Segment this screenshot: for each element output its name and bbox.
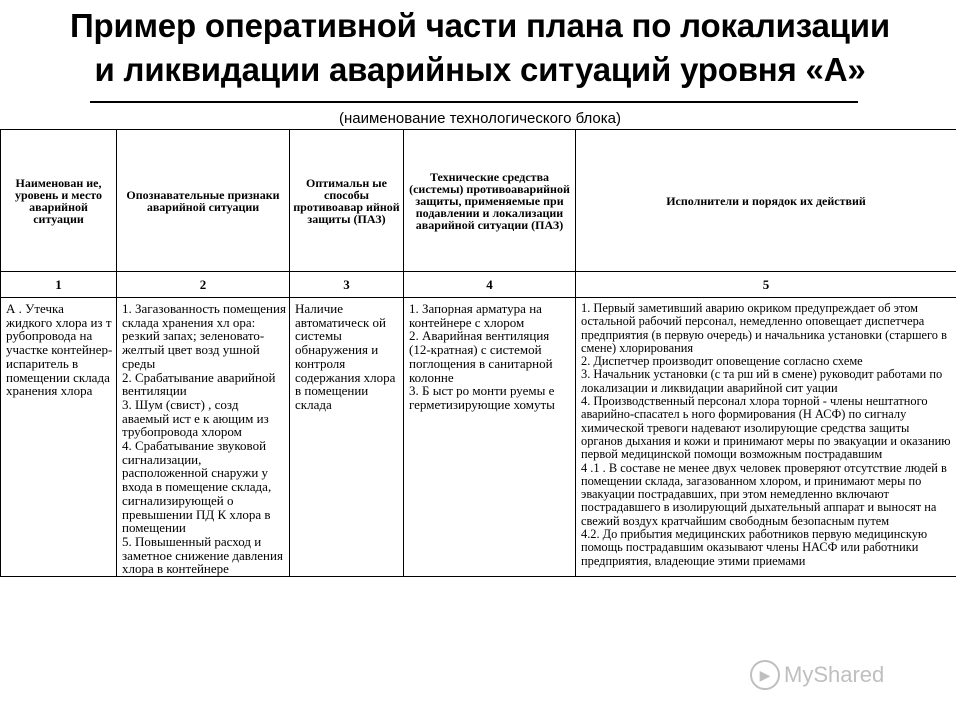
protection-methods-cell [290,298,404,577]
sign-item: 5. Повышенный расход и заметное снижение давления хлора в контейнере [122,533,283,577]
plan-table [0,129,956,577]
action-item: 4 .1 . В составе не менее двух человек проверяют отсутствие людей в помещении склада, загазованном хлором, и принимают меры по эвакуации пострадавших, при этом немедленно включают пострадавшего в изолирующий дыхательный аппарат и выносят на свежий воздух кратчайшим свободным безопасным путем [581,460,947,528]
title-line-2: и ликвидации аварийных ситуаций уровня «А» [94,51,866,88]
column-number: 3 [290,272,404,298]
header-cell-5: Исполнители и порядок их действий [576,130,957,272]
emergency-name-cell [1,298,117,577]
watermark-text: MyShared [784,662,885,687]
column-number: 4 [404,272,576,298]
block-name-caption: (наименование технологического блока) [338,110,621,127]
plan-table-container [0,129,956,720]
column-number: 2 [117,272,290,298]
action-item: 2. Диспетчер производит оповещение согласно схеме [581,354,863,369]
watermark-logo-icon: ▶ [750,660,780,690]
title-underline [90,101,858,103]
action-item: 4.2. До прибытия медицинских работников первую медицинскую помощь пострадавшим оказывают члены НАСФ или работники предприятия, владеющие этими приемами [581,527,928,568]
document-title [0,4,960,92]
column-number: 1 [1,272,117,298]
column-number: 5 [576,272,957,298]
header-cell-2: Опознавательные признаки аварийной ситуации [117,130,290,272]
sign-item: 2. Срабатывание аварийной вентиляции [122,369,276,399]
column-number-row [1,272,957,298]
protection-methods-text: Наличие автоматическ ой системы обнаружения и контроля содержания хлора в помещении склада [295,301,396,412]
watermark [750,660,884,690]
table-body-row [1,298,957,577]
sign-item: 4. Срабатывание звуковой сигнализации, расположенной снаружи у входа в помещение склада, сигнализирующей о превышении ПД К хлора в помещении [122,438,272,536]
action-item: 1. Первый заметивший аварию окриком предупреждает об этом остальной рабочий персонал, немедленно оповещает диспетчера предприятия (в первую очередь) и начальника установки (старшего в смене) хлорирования [581,301,947,355]
means-item: 2. Аварийная вентиляция (12-кратная) с системой поглощения в санитарной колонне [409,328,553,385]
header-cell-4: Технические средства (системы) противоаварийной защиты, применяемые при подавлении и локализации аварийной ситуации (ПАЗ) [404,130,576,272]
executors-actions-cell [576,298,957,577]
sign-item: 1. Загазованность помещения склада хранения хл ора: резкий запах; зеленовато-желтый цвет возд ушной среды [122,301,286,371]
table-header-row [1,130,957,272]
action-item: 3. Начальник установки (с та рш ий в смене) руководит работами по локализации и ликвидации аварийной сит уации [581,367,943,395]
technical-means-cell [404,298,576,577]
means-item: 3. Б ыст ро монти руемы е герметизирующие хомуты [409,383,555,412]
header-cell-1: Наименован ие, уровень и место аварийной ситуации [1,130,117,272]
title-line-1: Пример оперативной части плана по локализации [70,7,890,44]
sign-item: 3. Шум (свист) , созд аваемый ист е к ающим из трубопровода хлором [122,396,269,440]
means-item: 1. Запорная арматура на контейнере с хлором [409,301,542,330]
header-cell-3: Оптимальн ые способы противоавар ийной защиты (ПАЗ) [290,130,404,272]
action-item: 4. Производственный персонал хлора торной - члены нештатного аварийно-спасател ь ного формирования (Н АСФ) по сигналу химической тревоги надевают изолирующие средства защиты органов дыхания и кожи и принимают меры по эвакуации и оказанию первой медицинской помощи возможным пострадавшим [581,394,951,462]
identifying-signs-cell [117,298,290,577]
emergency-name-text: А . Утечка жидкого хлора из т рубопровода на участке контейнер-испаритель в помещении склада хранения хлора [6,301,113,399]
